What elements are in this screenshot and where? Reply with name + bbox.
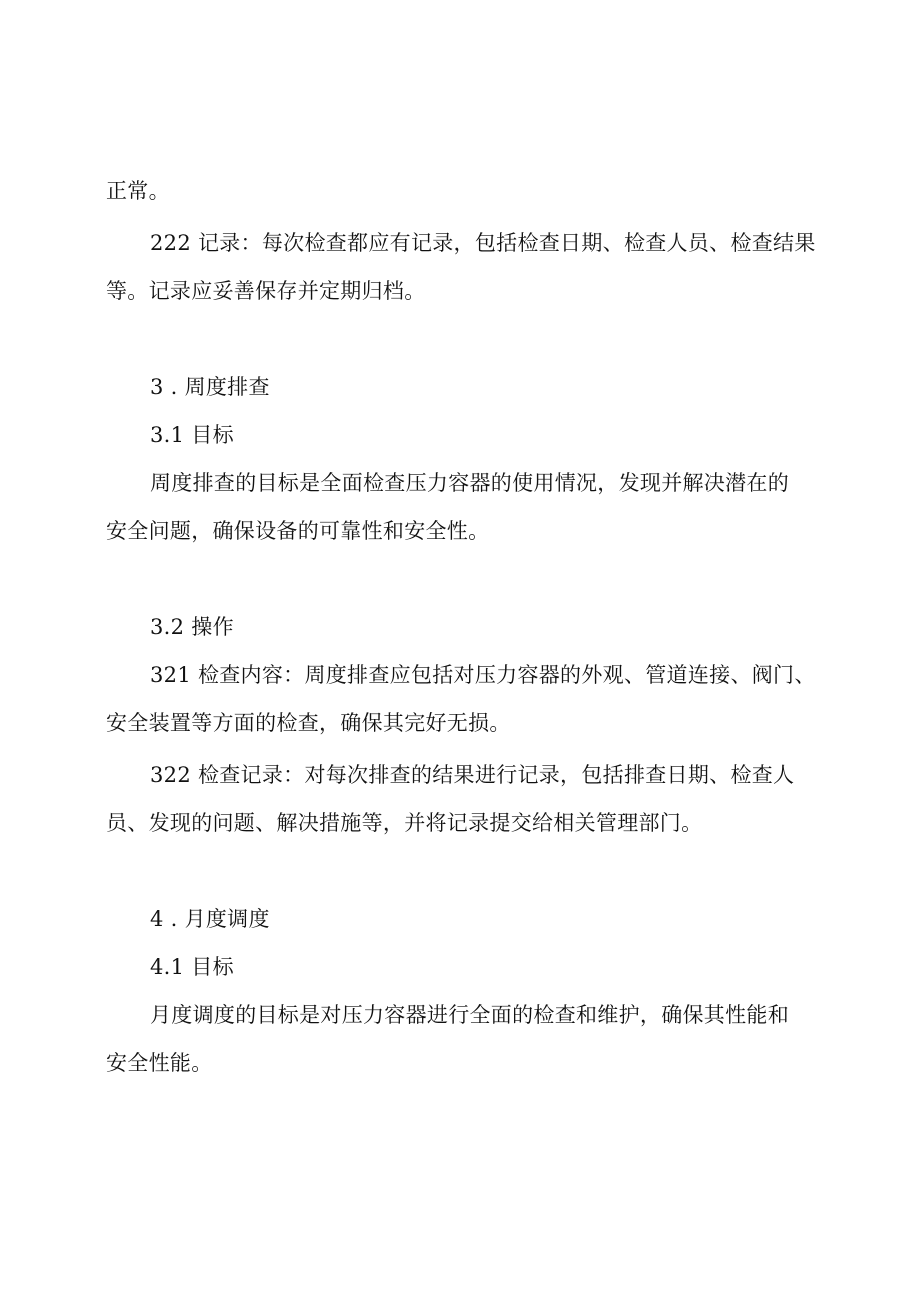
- subsection-heading-3-1: 3.1 目标: [150, 423, 234, 447]
- section-heading-3: 3 . 周度排查: [150, 375, 270, 399]
- paragraph-321-line-1: 321 检查内容：周度排查应包括对压力容器的外观、管道连接、阀门、: [150, 663, 816, 687]
- subsection-heading-3-2: 3.2 操作: [150, 615, 234, 639]
- paragraph-321-line-2: 安全装置等方面的检查，确保其完好无损。: [106, 711, 511, 735]
- paragraph-4-1-line-1: 月度调度的目标是对压力容器进行全面的检查和维护，确保其性能和: [150, 1003, 789, 1027]
- paragraph-222-line-2: 等。记录应妥善保存并定期归档。: [106, 279, 426, 303]
- paragraph-4-1-line-2: 安全性能。: [106, 1051, 213, 1075]
- paragraph-3-1-line-1: 周度排查的目标是全面检查压力容器的使用情况，发现并解决潜在的: [150, 471, 789, 495]
- section-heading-4: 4 . 月度调度: [150, 907, 270, 931]
- subsection-heading-4-1: 4.1 目标: [150, 955, 234, 979]
- paragraph-322-line-1: 322 检查记录：对每次排查的结果进行记录，包括排查日期、检查人: [150, 763, 795, 787]
- paragraph-222-line-1: 222 记录：每次检查都应有记录，包括检查日期、检查人员、检查结果: [150, 231, 816, 255]
- paragraph-continuation-zhengchang: 正常。: [106, 179, 170, 203]
- paragraph-3-1-line-2: 安全问题，确保设备的可靠性和安全性。: [106, 519, 490, 543]
- paragraph-322-line-2: 员、发现的问题、解决措施等，并将记录提交给相关管理部门。: [106, 811, 703, 835]
